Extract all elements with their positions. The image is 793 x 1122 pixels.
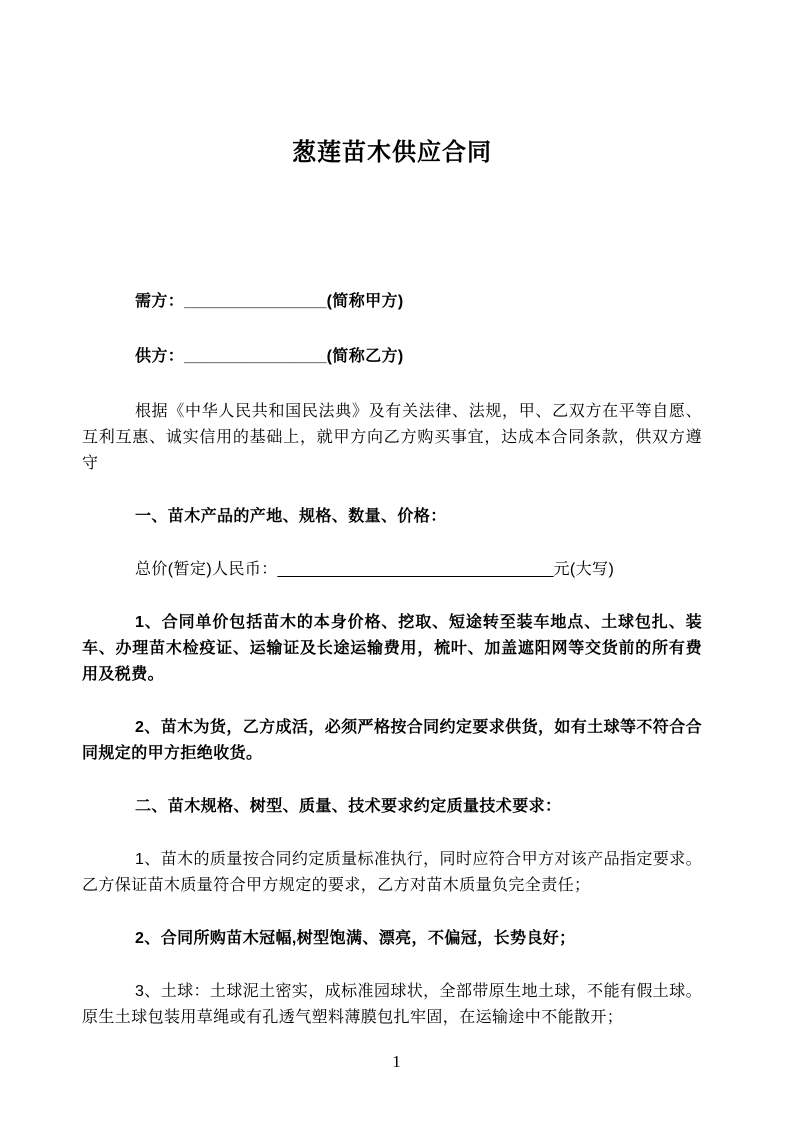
section2-item-3: 3、土球：土球泥土密实，成标准园球状，全部带原生地土球，不能有假土球。原生土球包装用草绳或有孔透气塑料薄膜包扎牢固，在运输途中不能散开；	[82, 983, 702, 1026]
party-buyer-label: 需方：	[135, 293, 185, 310]
total-price-label: 总价(暂定)人民币：	[135, 561, 278, 578]
section2-item-2: 2、合同所购苗木冠幅,树型饱满、漂亮，不偏冠，长势良好；	[135, 930, 576, 947]
page-number: 1	[392, 1052, 401, 1071]
party-supplier-label: 供方：	[135, 348, 185, 365]
party-buyer-suffix: (简称甲方)	[326, 293, 404, 310]
party-buyer-line	[82, 289, 702, 315]
party-supplier-line	[82, 344, 702, 370]
section2-heading: 二、苗木规格、树型、质量、技术要求约定质量技术要求：	[135, 798, 562, 815]
party-supplier-suffix: (简称乙方)	[326, 348, 404, 365]
section2-item-1: 1、苗木的质量按合同约定质量标准执行，同时应符合甲方对该产品指定要求。乙方保证苗木质量符合甲方规定的要求，乙方对苗木质量负完全责任；	[82, 851, 702, 894]
section1-item-1: 1、合同单价包括苗木的本身价格、挖取、短途转至装车地点、土球包扎、装车、办理苗木检疫证、运输证及长途运输费用，梳叶、加盖遮阳网等交货前的所有费用及税费。	[82, 614, 702, 683]
total-price-line	[82, 557, 702, 583]
total-price-blank: _______________________________	[277, 561, 554, 578]
document-title: 葱莲苗木供应合同	[292, 139, 492, 166]
preamble-paragraph: 根据《中华人民共和国民法典》及有关法律、法规，甲、乙双方在平等自愿、互利互惠、诚实信用的基础上，就甲方向乙方购买事宜，达成本合同条款，供双方遵守	[82, 403, 702, 472]
section1-heading: 一、苗木产品的产地、规格、数量、价格：	[135, 508, 447, 525]
total-price-suffix: 元(大写)	[553, 561, 615, 578]
section1-item-2: 2、苗木为货，乙方成活，必须严格按合同约定要求供货，如有土球等不符合合同规定的甲方拒绝收货。	[82, 719, 702, 762]
party-supplier-blank: ________________	[184, 348, 327, 365]
party-buyer-blank: ________________	[184, 293, 327, 310]
